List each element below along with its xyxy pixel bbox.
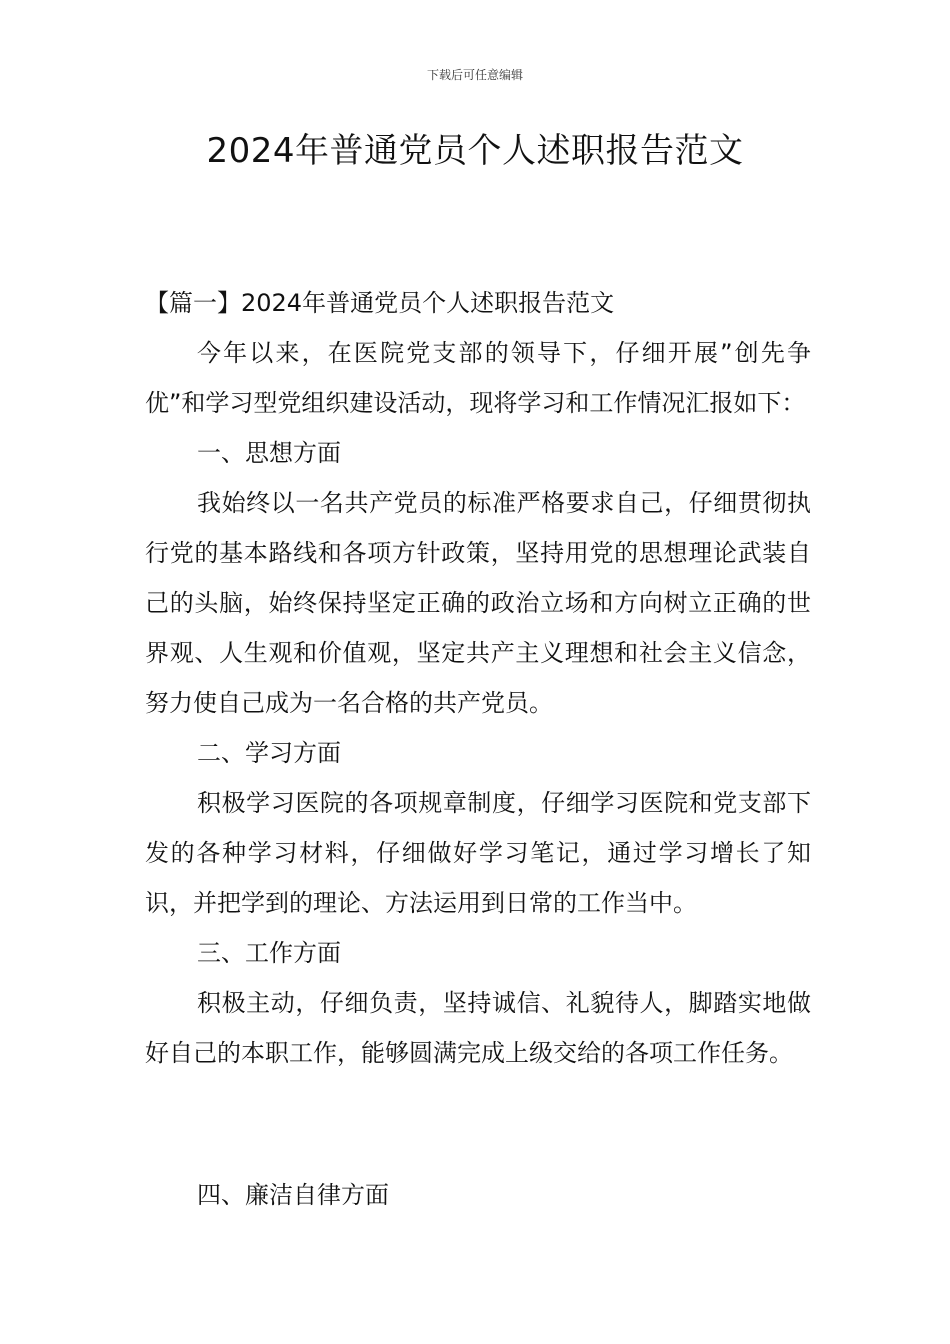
- heading-ideology: 一、思想方面: [197, 439, 341, 467]
- heading-study: 二、学习方面: [197, 739, 341, 767]
- paragraph-study: 积极学习医院的各项规章制度，仔细学习医院和党支部下发的各种学习材料，仔细做好学习笔记，通过学习增长了知识，并把学到的理论、方法运用到日常的工作当中。: [145, 789, 811, 917]
- header-note: 下载后可任意编辑: [426, 68, 523, 82]
- heading-work: 三、工作方面: [197, 939, 341, 967]
- intro-paragraph: 今年以来，在医院党支部的领导下，仔细开展”创先争优”和学习型党组织建设活动，现将学习和工作情况汇报如下：: [145, 339, 811, 417]
- paragraph-ideology: 我始终以一名共产党员的标准严格要求自己，仔细贯彻执行党的基本路线和各项方针政策，坚持用党的思想理论武装自己的头脑，始终保持坚定正确的政治立场和方向树立正确的世界观、人生观和价值观，坚定共产主义理想和社会主义信念，努力使自己成为一名合格的共产党员。: [145, 489, 811, 717]
- document-title: 2024年普通党员个人述职报告范文: [206, 131, 744, 171]
- document-body: [145, 278, 811, 1078]
- section-label: 【篇一】2024年普通党员个人述职报告范文: [145, 289, 615, 317]
- paragraph-work: 积极主动，仔细负责，坚持诚信、礼貌待人，脚踏实地做好自己的本职工作，能够圆满完成上级交给的各项工作任务。: [145, 989, 811, 1067]
- heading-integrity: 四、廉洁自律方面: [197, 1181, 389, 1209]
